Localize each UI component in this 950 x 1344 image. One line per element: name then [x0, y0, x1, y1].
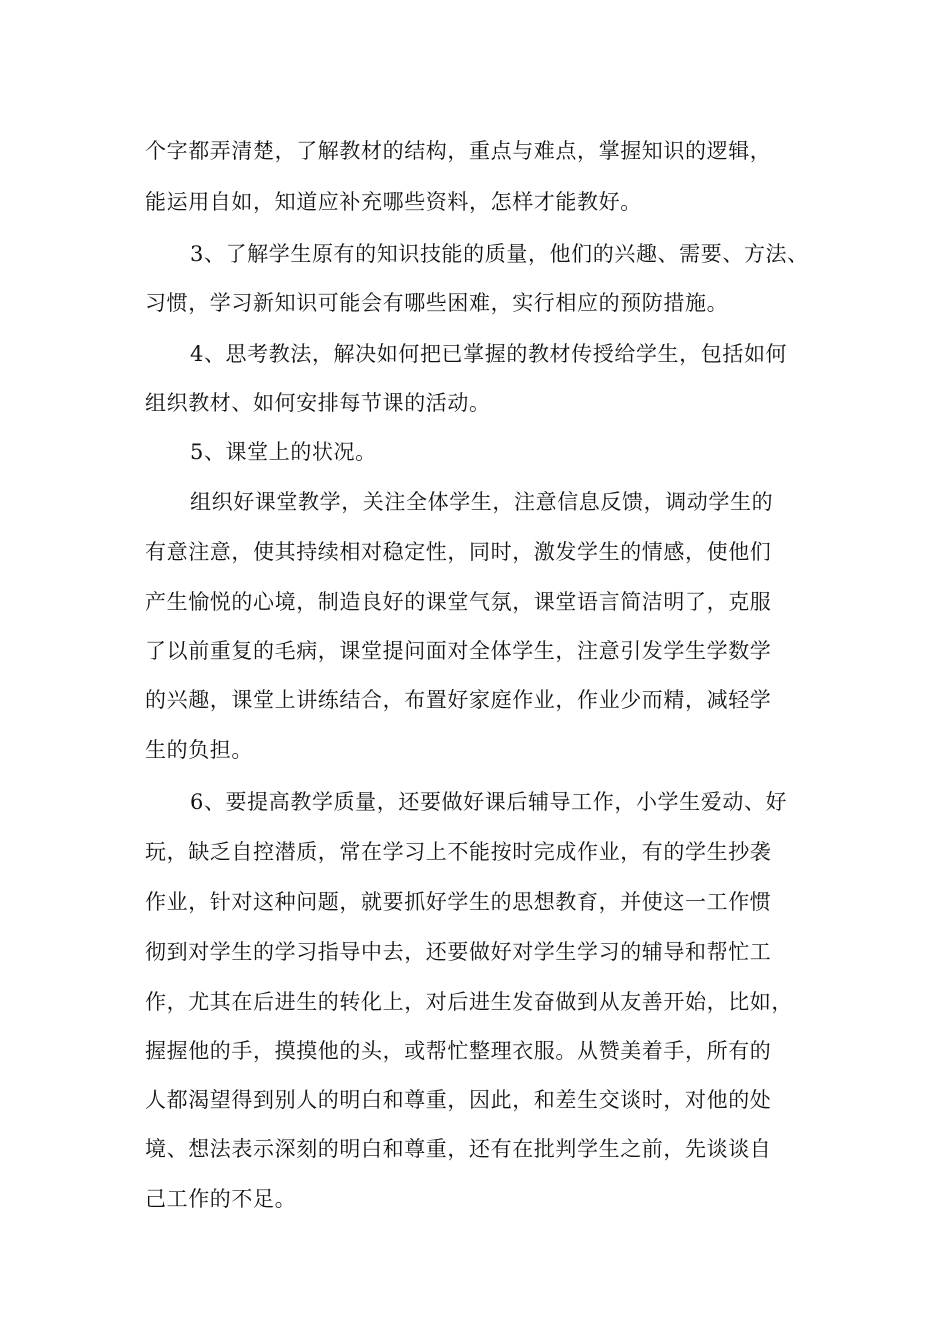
text-line: 玩，缺乏自控潜质，常在学习上不能按时完成作业，有的学生抄袭: [145, 840, 772, 864]
paragraph-classroom-line: 组织好课堂教学，关注全体学生，注意信息反馈，调动学生的: [190, 490, 774, 514]
text-line: 人都渴望得到别人的明白和尊重，因此，和差生交谈时，对他的处: [145, 1088, 772, 1112]
text-line: 的兴趣，课堂上讲练结合，布置好家庭作业，作业少而精，减轻学: [145, 688, 772, 712]
text-line: 己工作的不足。: [145, 1187, 297, 1211]
paragraph-5-heading: 5、课堂上的状况。: [190, 440, 377, 464]
text-line: 作业，针对这种问题，就要抓好学生的思想教育，并使这一工作惯: [145, 890, 772, 914]
text-line: 产生愉悦的心境，制造良好的课堂气氛，课堂语言简洁明了，克服: [145, 590, 772, 614]
paragraph-6-line: 6、要提高教学质量，还要做好课后辅导工作，小学生爱动、好: [190, 790, 788, 814]
text-line: 个字都弄清楚，了解教材的结构，重点与难点，掌握知识的逻辑，: [145, 139, 772, 163]
text-line: 习惯，学习新知识可能会有哪些困难，实行相应的预防措施。: [145, 291, 729, 315]
paragraph-4-line: 4、思考教法，解决如何把已掌握的教材传授给学生，包括如何: [190, 342, 788, 366]
text-line: 有意注意，使其持续相对稳定性，同时，激发学生的情感，使他们: [145, 540, 772, 564]
text-line: 境、想法表示深刻的明白和尊重，还有在批判学生之前，先谈谈自: [145, 1137, 772, 1161]
text-line: 了以前重复的毛病，课堂提问面对全体学生，注意引发学生学数学: [145, 639, 772, 663]
text-line: 组织教材、如何安排每节课的活动。: [145, 391, 491, 415]
text-line: 彻到对学生的学习指导中去，还要做好对学生学习的辅导和帮忙工: [145, 940, 772, 964]
text-line: 能运用自如，知道应补充哪些资料，怎样才能教好。: [145, 190, 642, 214]
text-line: 握握他的手，摸摸他的头，或帮忙整理衣服。从赞美着手，所有的: [145, 1039, 772, 1063]
text-line: 生的负担。: [145, 738, 253, 762]
paragraph-3-line: 3、了解学生原有的知识技能的质量，他们的兴趣、需要、方法、: [190, 242, 809, 266]
text-line: 作，尤其在后进生的转化上，对后进生发奋做到从友善开始，比如，: [145, 990, 793, 1014]
